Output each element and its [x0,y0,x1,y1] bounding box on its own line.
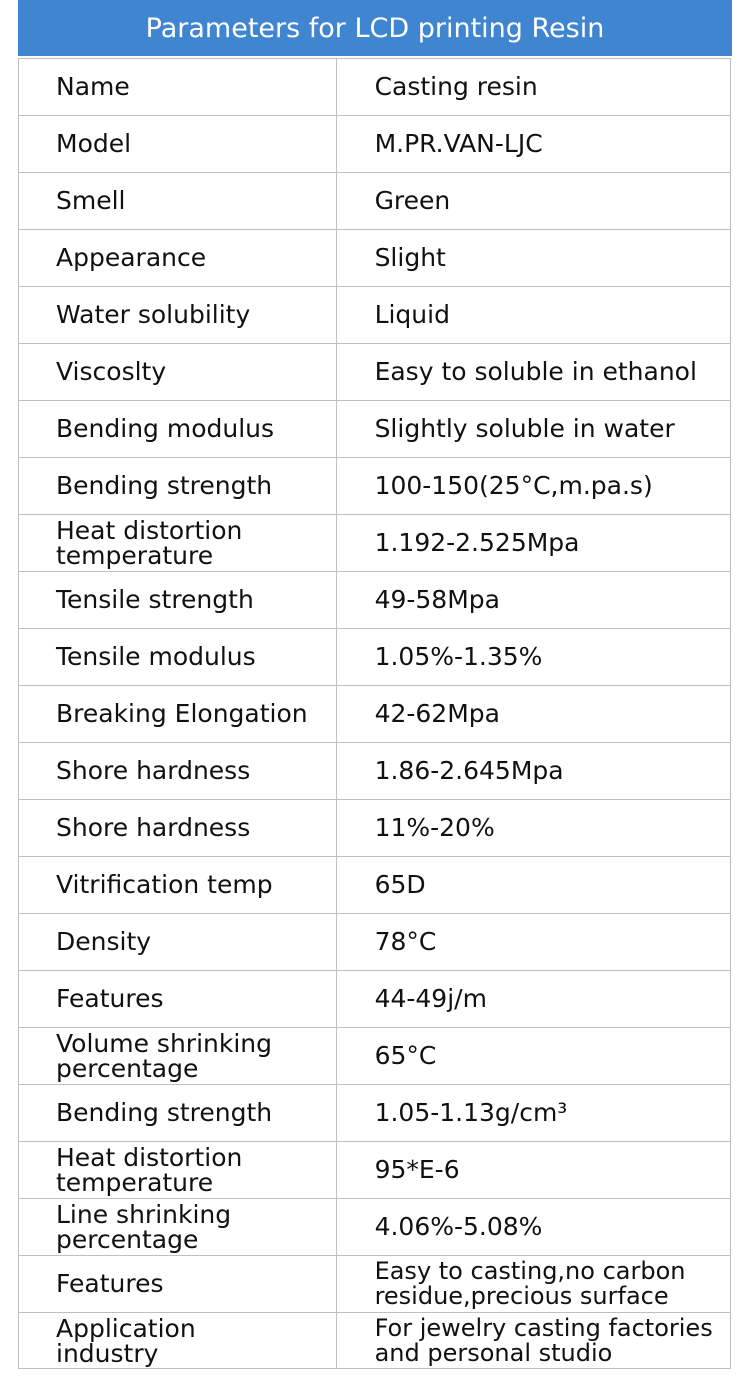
param-name: Heat distortion temperature [19,1142,337,1198]
param-value: 95*E-6 [337,1142,731,1198]
table-row [19,401,731,458]
param-name: Model [19,116,337,172]
param-name: Smell [19,173,337,229]
table-row [19,686,731,743]
table-row [19,857,731,914]
table-row [19,230,731,287]
param-name: Bending modulus [19,401,337,457]
table-row [19,1085,731,1142]
param-name: Water solubility [19,287,337,343]
param-name: Line shrinking percentage [19,1199,337,1255]
param-value: Slightly soluble in water [337,401,731,457]
param-value: Liquid [337,287,731,343]
table-row [19,1142,731,1199]
param-value: 65D [337,857,731,913]
param-value: M.PR.VAN-LJC [337,116,731,172]
param-name: Tensile modulus [19,629,337,685]
param-value: 1.192-2.525Mpa [337,515,731,571]
table-row [19,59,731,116]
param-value: Easy to casting,no carbon residue,precious surface [337,1256,731,1312]
table-row [19,1313,731,1369]
param-name: Breaking Elongation [19,686,337,742]
param-value: 1.86-2.645Mpa [337,743,731,799]
table-row [19,287,731,344]
table-row [19,971,731,1028]
table-row [19,800,731,857]
param-name: Vitrification temp [19,857,337,913]
param-value: 100-150(25°C,m.pa.s) [337,458,731,514]
param-value: Casting resin [337,59,731,115]
param-name: Shore hardness [19,800,337,856]
param-value: Green [337,173,731,229]
param-value: 4.06%-5.08% [337,1199,731,1255]
table-row [19,743,731,800]
param-value: 49-58Mpa [337,572,731,628]
table-row [19,1256,731,1313]
param-value: 78°C [337,914,731,970]
param-name: Name [19,59,337,115]
table-row [19,458,731,515]
param-value: Slight [337,230,731,286]
param-value: 44-49j/m [337,971,731,1027]
param-name: Volume shrinking percentage [19,1028,337,1084]
table-row [19,116,731,173]
param-name: Bending strength [19,1085,337,1141]
param-name: Application industry [19,1313,337,1368]
param-value: 42-62Mpa [337,686,731,742]
parameters-table [18,58,731,1369]
table-row [19,572,731,629]
param-value: 1.05%-1.35% [337,629,731,685]
param-name: Appearance [19,230,337,286]
table-row [19,1028,731,1085]
table-row [19,344,731,401]
table-row [19,629,731,686]
table-row [19,173,731,230]
param-value: 65°C [337,1028,731,1084]
param-name: Features [19,971,337,1027]
param-name: Heat distortion temperature [19,515,337,571]
param-value: 1.05-1.13g/cm³ [337,1085,731,1141]
param-name: Density [19,914,337,970]
param-name: Viscoslty [19,344,337,400]
param-value: Easy to soluble in ethanol [337,344,731,400]
table-title: Parameters for LCD printing Resin [18,0,732,56]
param-value: For jewelry casting factories and personal studio [337,1313,731,1368]
table-row [19,515,731,572]
table-row [19,1199,731,1256]
param-name: Shore hardness [19,743,337,799]
param-value: 11%-20% [337,800,731,856]
param-name: Tensile strength [19,572,337,628]
table-row [19,914,731,971]
param-name: Features [19,1256,337,1312]
param-name: Bending strength [19,458,337,514]
